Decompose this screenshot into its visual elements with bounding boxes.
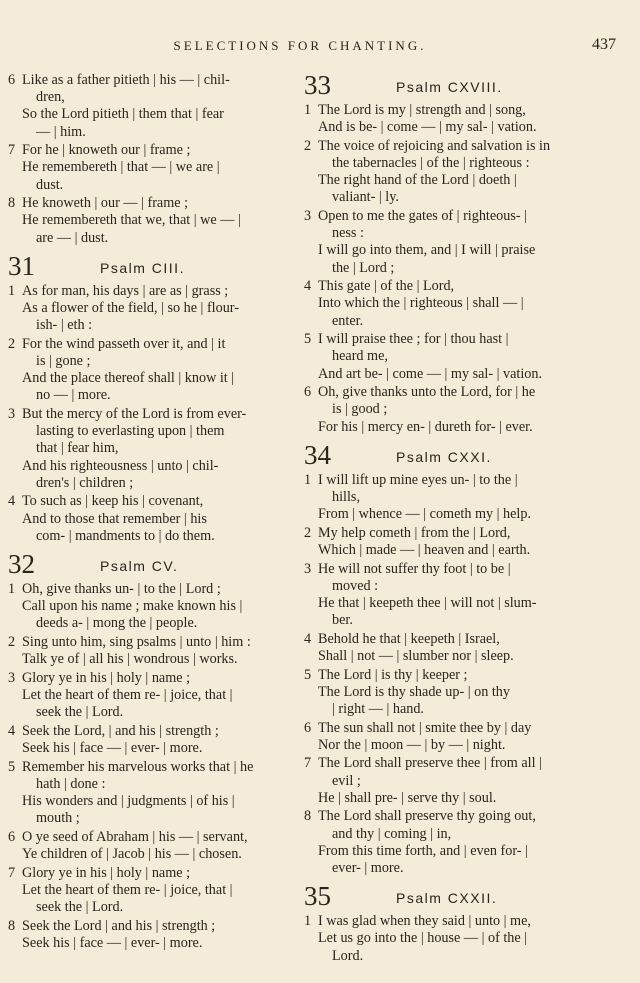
verse xyxy=(8,723,303,757)
verse-line: ish- | eth : xyxy=(36,317,93,334)
verse-number: 5 xyxy=(304,666,312,683)
verse-line: Remember his marvelous works that | he xyxy=(22,758,254,775)
verse xyxy=(304,755,596,807)
verse-number: 6 xyxy=(304,384,312,401)
verse-line: heard me, xyxy=(332,348,388,365)
psalm-heading xyxy=(304,439,596,472)
verse xyxy=(8,670,303,722)
verse-line: And is be- | come — | my sal- | vation. xyxy=(318,119,537,136)
verse xyxy=(8,142,303,194)
verse-line: | right — | hand. xyxy=(332,701,424,718)
verse-number: 5 xyxy=(8,758,16,775)
verse-line: Which | made — | heaven and | earth. xyxy=(318,542,531,559)
verse-line: Glory ye in his | holy | name ; xyxy=(22,669,191,686)
verse-number: 1 xyxy=(8,581,16,598)
verse-line: The voice of rejoicing and salvation is in xyxy=(318,137,551,154)
verse-line: He knoweth | our — | frame ; xyxy=(22,195,189,212)
verse-line: Let the heart of them re- | joice, that | xyxy=(22,881,233,898)
verse-line: The Lord shall preserve thee | from all | xyxy=(318,755,542,772)
verse-line: is | gone ; xyxy=(36,353,91,370)
verse-number: 6 xyxy=(8,72,16,88)
verse-line: I will lift up mine eyes un- | to the | xyxy=(318,471,518,488)
verse-line: com- | mandments to | do them. xyxy=(36,527,215,544)
verse-line: Seek his | face — | ever- | more. xyxy=(22,740,203,757)
psalm-heading xyxy=(8,551,303,581)
verse-line: From this time forth, and | even for- | xyxy=(318,842,528,859)
verse-number: 8 xyxy=(8,195,16,212)
verse-line: He remembereth that we, that | we — | xyxy=(22,212,241,229)
verse xyxy=(8,759,303,828)
verse-line: Into which the | righteous | shall — | xyxy=(318,295,524,312)
verse xyxy=(304,561,596,630)
verse xyxy=(304,913,596,965)
verse-line: The Lord is thy shade up- | on thy xyxy=(318,683,510,700)
verse-line: Oh, give thanks unto the Lord, for | he xyxy=(318,384,536,401)
verse-line: For his | mercy en- | dureth for- | ever. xyxy=(318,418,533,435)
verse xyxy=(304,384,596,436)
verse-number: 7 xyxy=(8,142,16,159)
verse xyxy=(8,406,303,492)
verse-number: 2 xyxy=(8,335,16,352)
verse-line: Seek the Lord, | and his | strength ; xyxy=(22,722,219,739)
verse-line: evil ; xyxy=(332,772,361,789)
verse-line: seek the | Lord. xyxy=(36,704,124,721)
verse xyxy=(304,278,596,330)
verse-line: The sun shall not | smite thee by | day xyxy=(318,719,532,736)
verse-line: As a flower of the field, | so he | flour- xyxy=(22,300,239,317)
verse-line: I will praise thee ; for | thou hast | xyxy=(318,331,509,348)
verse-line: And art be- | come — | my sal- | vation. xyxy=(318,365,543,382)
psalm-title: Psalm CIII. xyxy=(100,259,185,276)
verse xyxy=(8,336,303,405)
verse-line: Nor the | moon — | by — | night. xyxy=(318,736,506,753)
verse-line: moved : xyxy=(332,577,379,594)
verse xyxy=(304,331,596,383)
psalm-heading xyxy=(304,72,596,102)
verse-line: Talk ye of | all his | wondrous | works. xyxy=(22,651,238,668)
page-number: 437 xyxy=(592,36,616,53)
verse-line: From | whence — | cometh my | help. xyxy=(318,506,532,523)
verse-line: that | fear him, xyxy=(36,440,119,457)
verse-line: And his righteousness | unto | chil- xyxy=(22,457,219,474)
verse-number: 7 xyxy=(304,755,312,772)
page-header xyxy=(0,38,640,58)
psalm-heading xyxy=(8,250,303,283)
verse-line: dren's | children ; xyxy=(36,474,134,491)
verse-line: I will go into them, and | I will | praise xyxy=(318,242,536,259)
psalm-title: Psalm CXXII. xyxy=(396,890,498,907)
verse-line: The Lord is my | strength and | song, xyxy=(318,102,526,118)
verse-line: valiant- | ly. xyxy=(332,189,399,206)
verse-line: But the mercy of the Lord is from ever- xyxy=(22,406,247,423)
verse-line: Ye children of | Jacob | his — | chosen. xyxy=(22,846,242,863)
verse xyxy=(304,138,596,207)
verse-line: Call upon his name ; make known his | xyxy=(22,598,243,615)
verse-line: dust. xyxy=(36,176,64,193)
verse-line: the tabernacles | of the | righteous : xyxy=(332,155,530,171)
verse-line: Sing unto him, sing psalms | unto | him : xyxy=(22,634,251,651)
verse-line: My help cometh | from the | Lord, xyxy=(318,524,511,541)
verse-number: 2 xyxy=(304,137,312,154)
verse-line: This gate | of the | Lord, xyxy=(318,278,455,295)
right-column xyxy=(304,72,596,966)
verse xyxy=(8,918,303,952)
verse xyxy=(8,581,303,633)
verse xyxy=(8,634,303,668)
verse-line: Let us go into the | house — | of the | xyxy=(318,930,528,947)
verse-line: and thy | coming | in, xyxy=(332,825,452,842)
verse-number: 3 xyxy=(8,406,16,423)
verse-number: 6 xyxy=(304,719,312,736)
verse-line: He remembereth | that — | we are | xyxy=(22,159,220,176)
verse-line: ness : xyxy=(332,225,364,242)
selection-number: 34 xyxy=(304,439,331,470)
verse-line: He | shall pre- | serve thy | soul. xyxy=(318,789,497,806)
verse-line: Lord. xyxy=(332,947,364,964)
verse-line: For the wind passeth over it, and | it xyxy=(22,335,226,352)
verse xyxy=(304,667,596,719)
verse-line: The Lord shall preserve thy going out, xyxy=(318,808,536,825)
verse xyxy=(8,72,303,141)
verse-line: For he | knoweth our | frame ; xyxy=(22,142,191,159)
verse xyxy=(304,525,596,559)
verse-line: Let the heart of them re- | joice, that | xyxy=(22,687,233,704)
verse-number: 4 xyxy=(8,722,16,739)
verse-line: Behold he that | keepeth | Israel, xyxy=(318,630,500,647)
psalm-title: Psalm CXXI. xyxy=(396,448,492,465)
psalm-title: Psalm CXVIII. xyxy=(396,79,503,95)
verse-line: Open to me the gates of | righteous- | xyxy=(318,208,527,224)
verse-number: 8 xyxy=(304,808,312,825)
verse-number: 1 xyxy=(304,102,312,118)
verse-line: Seek the Lord | and his | strength ; xyxy=(22,917,216,934)
verse-number: 4 xyxy=(8,493,16,510)
verse xyxy=(8,283,303,335)
verse-line: His wonders and | judgments | of his | xyxy=(22,793,235,810)
verse-line: — | him. xyxy=(36,123,86,140)
verse-line: hath | done : xyxy=(36,775,106,792)
verse-line: are — | dust. xyxy=(36,229,109,246)
verse-line: Glory ye in his | holy | name ; xyxy=(22,864,191,881)
verse-line: He that | keepeth thee | will not | slum- xyxy=(318,595,537,612)
verse-number: 3 xyxy=(304,560,312,577)
selection-number: 32 xyxy=(8,549,35,580)
verse xyxy=(8,493,303,545)
verse-number: 1 xyxy=(8,282,16,299)
verse-line: The right hand of the Lord | doeth | xyxy=(318,172,517,189)
verse-line: As for man, his days | are as | grass ; xyxy=(22,282,229,299)
verse-line: He will not suffer thy foot | to be | xyxy=(318,560,511,577)
verse-line: enter. xyxy=(332,312,364,329)
verse-line: And the place thereof shall | know it | xyxy=(22,370,235,387)
psalm-heading xyxy=(304,883,596,913)
verse xyxy=(8,865,303,917)
verse-number: 4 xyxy=(304,278,312,295)
verse xyxy=(304,808,596,877)
verse-line: Seek his | face — | ever- | more. xyxy=(22,934,203,951)
verse-line: ber. xyxy=(332,612,353,629)
psalm-title: Psalm CV. xyxy=(100,558,179,575)
verse-number: 3 xyxy=(304,208,312,224)
verse-number: 3 xyxy=(8,669,16,686)
verse-line: To such as | keep his | covenant, xyxy=(22,493,204,510)
verse xyxy=(8,829,303,863)
verse xyxy=(304,102,596,136)
left-column xyxy=(8,72,303,953)
verse-line: So the Lord pitieth | them that | fear xyxy=(22,106,224,123)
verse-line: hills, xyxy=(332,489,360,506)
verse-number: 7 xyxy=(8,864,16,881)
verse-number: 2 xyxy=(8,634,16,651)
verse-line: lasting to everlasting upon | them xyxy=(36,423,225,440)
verse xyxy=(304,720,596,754)
running-head: SELECTIONS FOR CHANTING. xyxy=(173,38,427,53)
verse xyxy=(304,472,596,524)
verse-number: 8 xyxy=(8,917,16,934)
verse-line: dren, xyxy=(36,89,65,106)
verse-line: I was glad when they said | unto | me, xyxy=(318,913,531,930)
selection-number: 35 xyxy=(304,881,331,912)
verse xyxy=(304,631,596,665)
verse-line: Shall | not — | slumber nor | sleep. xyxy=(318,648,514,665)
verse-line: O ye seed of Abraham | his — | servant, xyxy=(22,828,248,845)
verse-number: 4 xyxy=(304,630,312,647)
verse-line: And to those that remember | his xyxy=(22,510,207,527)
verse-line: no — | more. xyxy=(36,387,111,404)
verse-line: mouth ; xyxy=(36,810,80,827)
selection-number: 33 xyxy=(304,70,331,100)
verse-line: the | Lord ; xyxy=(332,259,395,276)
selection-number: 31 xyxy=(8,250,35,281)
verse-line: Like as a father pitieth | his — | chil- xyxy=(22,72,230,88)
verse-line: Oh, give thanks un- | to the | Lord ; xyxy=(22,581,221,598)
verse-line: The Lord | is thy | keeper ; xyxy=(318,666,468,683)
verse-number: 6 xyxy=(8,828,16,845)
verse-number: 1 xyxy=(304,471,312,488)
verse-number: 1 xyxy=(304,913,312,930)
verse-line: deeds a- | mong the | people. xyxy=(36,615,198,632)
verse-line: seek the | Lord. xyxy=(36,899,124,916)
verse-number: 2 xyxy=(304,524,312,541)
verse-line: ever- | more. xyxy=(332,860,404,877)
verse-line: is | good ; xyxy=(332,401,388,418)
verse xyxy=(8,195,303,247)
verse-number: 5 xyxy=(304,331,312,348)
verse xyxy=(304,208,596,277)
